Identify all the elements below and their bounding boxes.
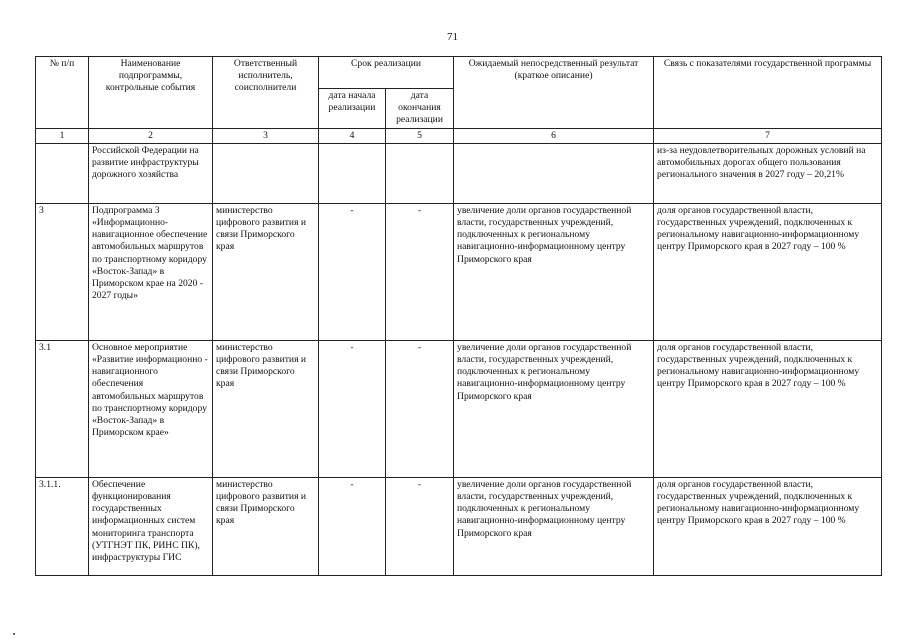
column-number: 2: [89, 128, 213, 143]
row-result: [454, 143, 654, 203]
header-start-date: дата начала реализации: [319, 89, 386, 129]
row-link: доля органов государственной власти, государственных учреждений, подключенных к региональному навигационно-информационному центру Приморского края в 2027 году – 100 %: [654, 477, 882, 575]
table-row: [36, 340, 882, 477]
row-number: 3: [36, 203, 89, 340]
header-end-date: дата окончания реализации: [386, 89, 454, 129]
column-number-row: [36, 128, 882, 143]
row-executor: министерство цифрового развития и связи Приморского края: [213, 203, 319, 340]
row-name: Российской Федерации на развитие инфраструктуры дорожного хозяйства: [89, 143, 213, 203]
row-link: доля органов государственной власти, государственных учреждений, подключенных к региональному навигационно-информационному центру Приморского края в 2027 году – 100 %: [654, 203, 882, 340]
row-result: увеличение доли органов государственной власти, государственных учреждений, подключенных к региональному навигационно-информационному центру Приморского края: [454, 477, 654, 575]
column-number: 1: [36, 128, 89, 143]
row-end: -: [386, 203, 454, 340]
column-number: 7: [654, 128, 882, 143]
row-start: -: [319, 203, 386, 340]
column-number: 4: [319, 128, 386, 143]
table-row: [36, 477, 882, 575]
row-start: -: [319, 340, 386, 477]
row-name: Обеспечение функционирования государственных информационных систем мониторинга транспорта (УТГНЭТ ПК, РИНС ПК), инфраструктуры ГИС: [89, 477, 213, 575]
program-table: [35, 56, 882, 576]
header-name: Наименование подпрограммы, контрольные события: [89, 57, 213, 129]
column-number: 3: [213, 128, 319, 143]
row-result: увеличение доли органов государственной власти, государственных учреждений, подключенных к региональному навигационно-информационному центру Приморского края: [454, 340, 654, 477]
row-number: 3.1: [36, 340, 89, 477]
row-number: 3.1.1.: [36, 477, 89, 575]
row-name: Подпрограмма 3 «Информационно-навигационное обеспечение автомобильных маршрутов по транспортному коридору «Восток-Запад» в Приморском крае на 2020 - 2027 годы»: [89, 203, 213, 340]
row-executor: [213, 143, 319, 203]
column-number: 6: [454, 128, 654, 143]
row-end: -: [386, 477, 454, 575]
row-executor: министерство цифрового развития и связи Приморского края: [213, 340, 319, 477]
header-period: Срок реализации: [319, 57, 454, 89]
row-name: Основное мероприятие «Развитие информационно - навигационного обеспечения автомобильных маршрутов по транспортному коридору «Восток-Запад» в Приморском крае»: [89, 340, 213, 477]
row-start: [319, 143, 386, 203]
row-end: -: [386, 340, 454, 477]
row-number: [36, 143, 89, 203]
table-row: [36, 143, 882, 203]
scan-speck: [13, 633, 15, 635]
header-number: № п/п: [36, 57, 89, 129]
row-result: увеличение доли органов государственной власти, государственных учреждений, подключенных к региональному навигационно-информационному центру Приморского края: [454, 203, 654, 340]
column-number: 5: [386, 128, 454, 143]
table-row: [36, 203, 882, 340]
row-link: доля органов государственной власти, государственных учреждений, подключенных к региональному навигационно-информационному центру Приморского края в 2027 году – 100 %: [654, 340, 882, 477]
page-number: 71: [447, 31, 458, 43]
row-link: из-за неудовлетворительных дорожных условий на автомобильных дорогах общего пользования регионального значения в 2027 году – 20,21%: [654, 143, 882, 203]
header-link: Связь с показателями государственной программы: [654, 57, 882, 129]
row-start: -: [319, 477, 386, 575]
row-end: [386, 143, 454, 203]
header-result: Ожидаемый непосредственный результат (краткое описание): [454, 57, 654, 129]
row-executor: министерство цифрового развития и связи Приморского края: [213, 477, 319, 575]
header-executor: Ответственный исполнитель, соисполнители: [213, 57, 319, 129]
